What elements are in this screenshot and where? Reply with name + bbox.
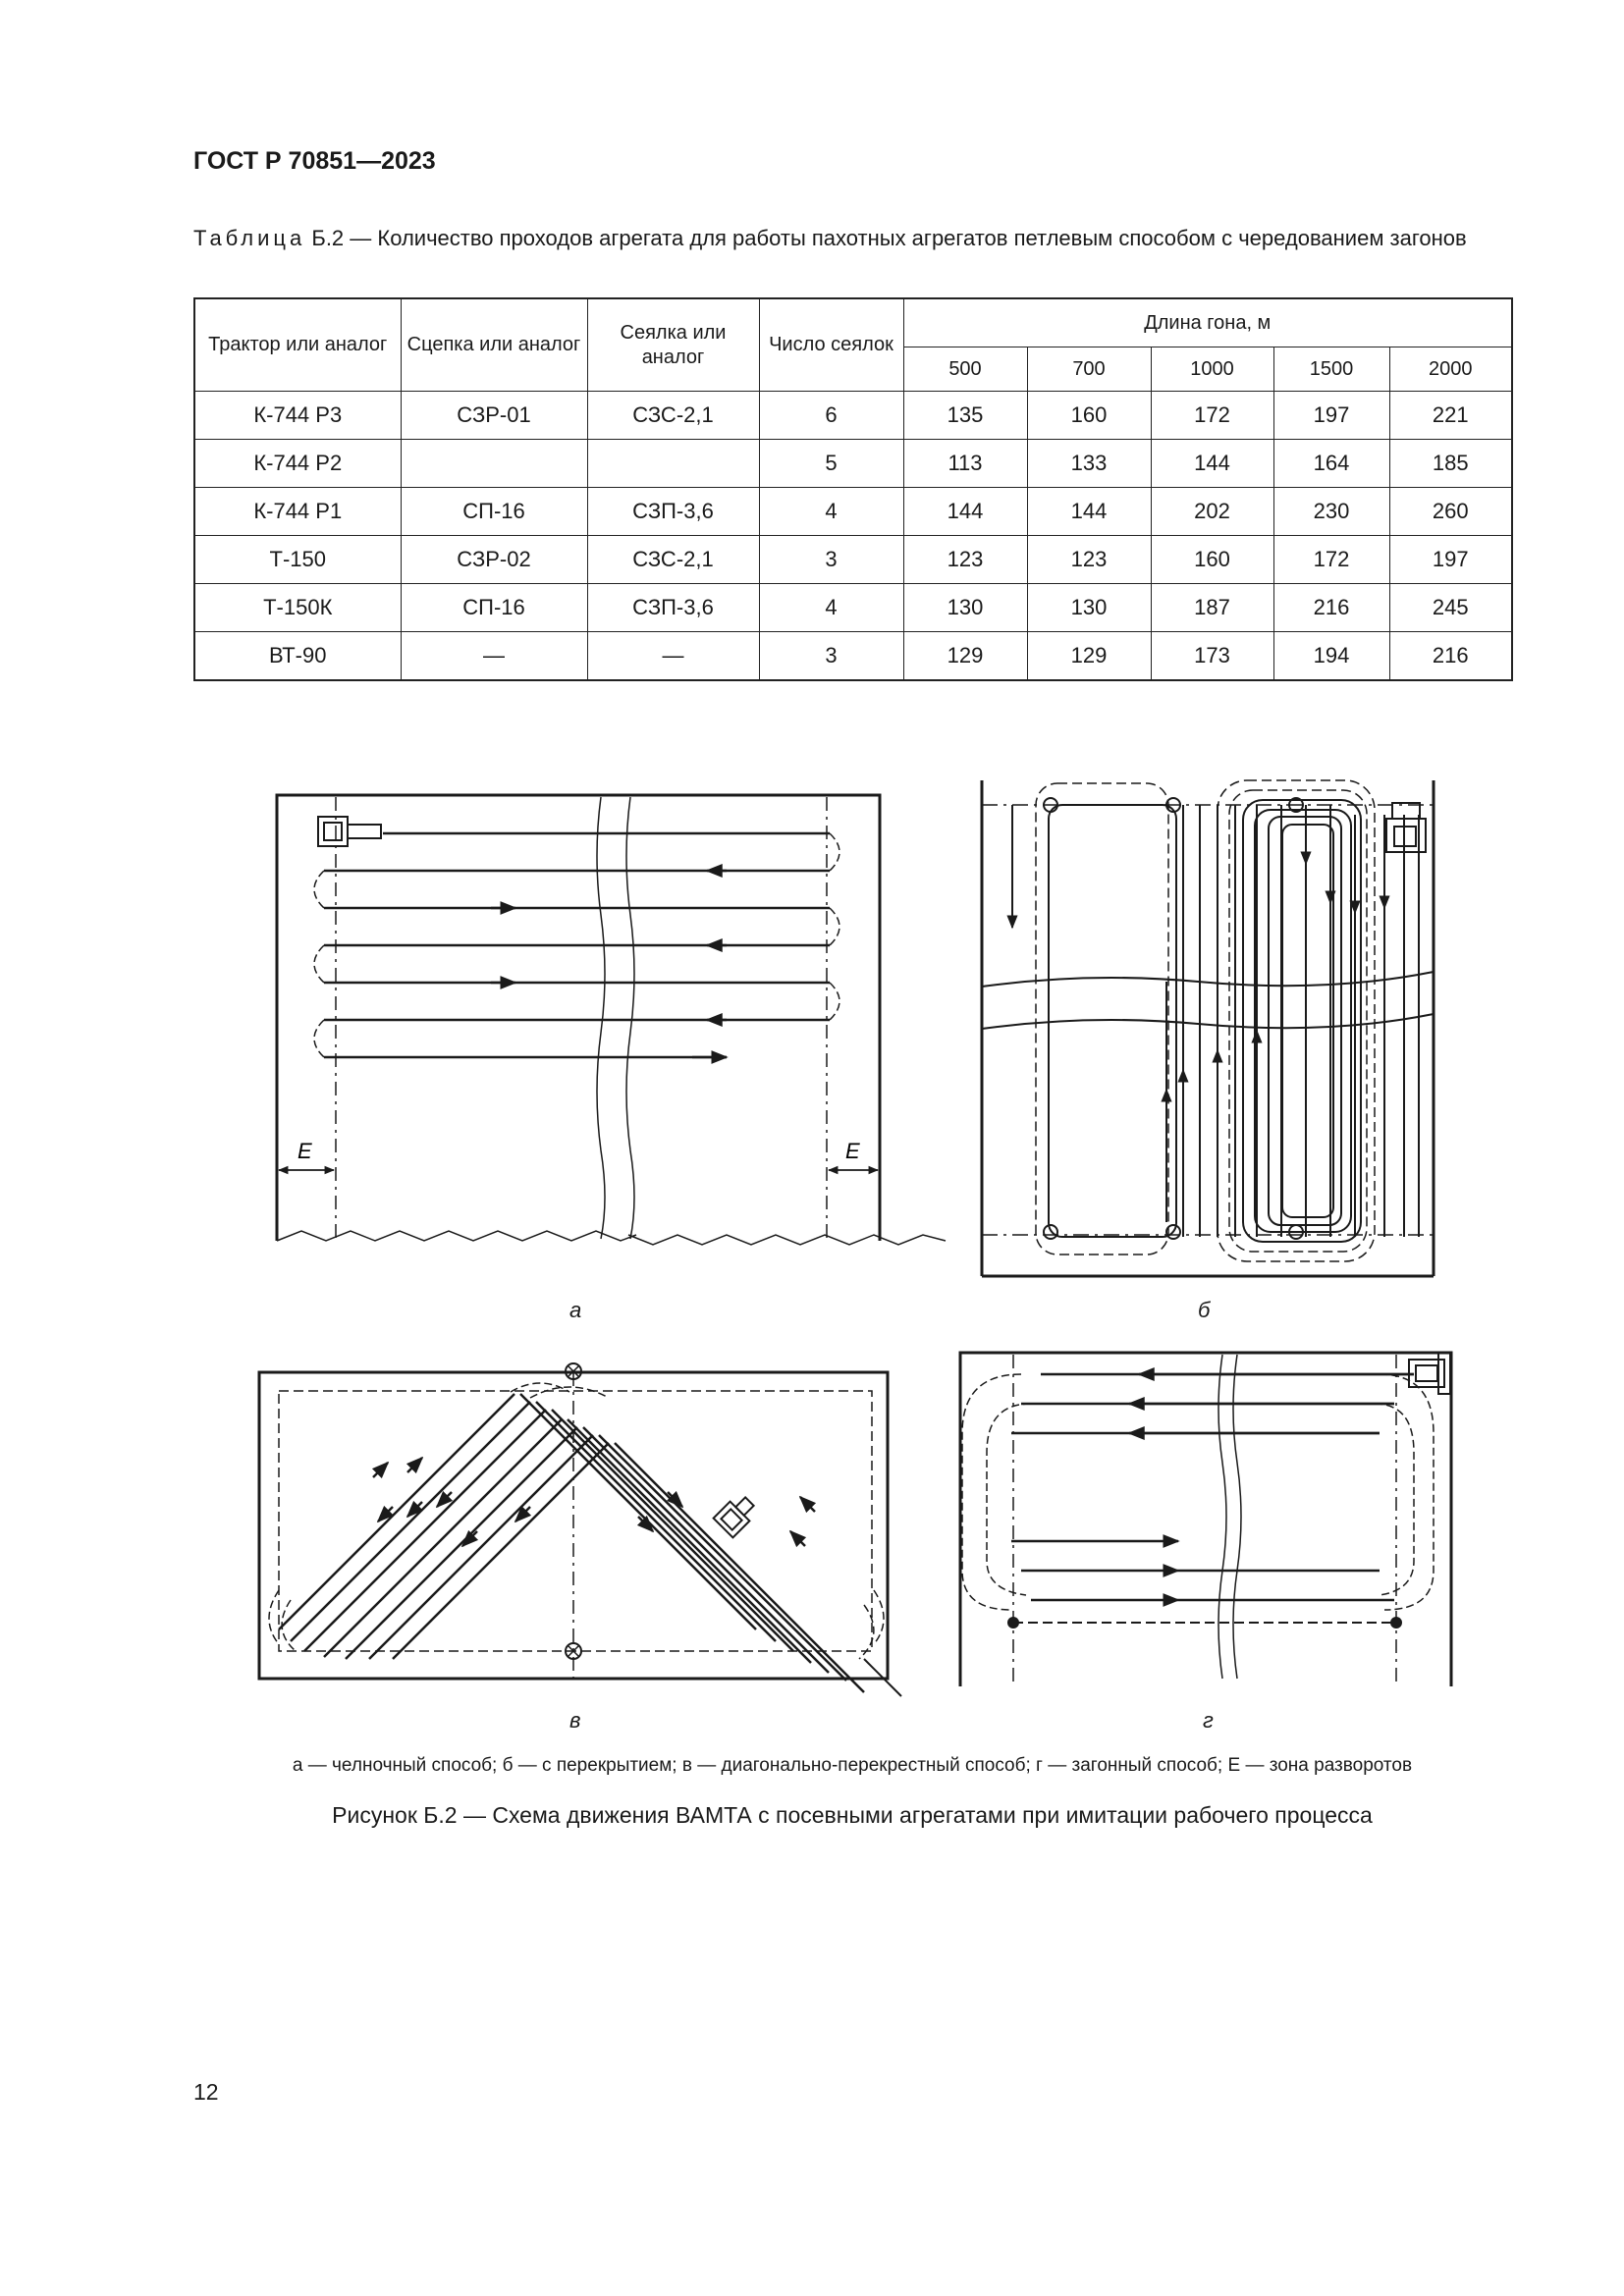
table-cell: 123 <box>1027 536 1151 584</box>
table-cell: СЗР-01 <box>401 392 587 440</box>
table-cell: 172 <box>1151 392 1273 440</box>
table-cell: СП-16 <box>401 584 587 632</box>
table-cell: 3 <box>759 632 903 681</box>
table-caption-text: Б.2 — Количество проходов агрегата для работы пахотных агрегатов петлевым способом с чередованием загонов <box>305 226 1467 250</box>
table-cell: 173 <box>1151 632 1273 681</box>
header-length-500: 500 <box>903 347 1027 392</box>
table-cell: ВТ-90 <box>194 632 401 681</box>
scheme-v-diagonal <box>259 1363 901 1696</box>
table-cell: К-744 Р1 <box>194 488 401 536</box>
table-cell: 129 <box>903 632 1027 681</box>
table-cell: К-744 Р3 <box>194 392 401 440</box>
table-cell: — <box>401 632 587 681</box>
table-cell: 216 <box>1389 632 1512 681</box>
table-cell: 133 <box>1027 440 1151 488</box>
scheme-a-shuttle <box>277 795 946 1245</box>
table-caption-prefix: Таблица <box>193 226 306 250</box>
table-cell: 197 <box>1389 536 1512 584</box>
table-cell: 172 <box>1273 536 1389 584</box>
table-cell: 197 <box>1273 392 1389 440</box>
table-cell: СЗП-3,6 <box>587 488 759 536</box>
table-cell: 221 <box>1389 392 1512 440</box>
table-cell: 130 <box>1027 584 1151 632</box>
table-cell: СЗП-3,6 <box>587 584 759 632</box>
table-cell: 194 <box>1273 632 1389 681</box>
table-cell: 4 <box>759 488 903 536</box>
page-number: 12 <box>193 2079 219 2105</box>
table-cell: 123 <box>903 536 1027 584</box>
header-length-1500: 1500 <box>1273 347 1389 392</box>
header-length-2000: 2000 <box>1389 347 1512 392</box>
table-cell: Т-150К <box>194 584 401 632</box>
table-cell: 5 <box>759 440 903 488</box>
document-header: ГОСТ Р 70851—2023 <box>193 147 436 175</box>
header-seeder: Сеялка или аналог <box>587 298 759 392</box>
label-b: б <box>1198 1298 1211 1322</box>
table-cell: 144 <box>1027 488 1151 536</box>
table-cell: 4 <box>759 584 903 632</box>
table-cell: СЗС-2,1 <box>587 392 759 440</box>
table-cell: СП-16 <box>401 488 587 536</box>
table-cell: 6 <box>759 392 903 440</box>
table-cell: 129 <box>1027 632 1151 681</box>
table-cell: 185 <box>1389 440 1512 488</box>
table-cell: 216 <box>1273 584 1389 632</box>
table-cell: 3 <box>759 536 903 584</box>
zone-label-right: E <box>845 1139 860 1163</box>
table-cell: 144 <box>903 488 1027 536</box>
header-length: Длина гона, м <box>903 298 1512 347</box>
header-coupling: Сцепка или аналог <box>401 298 587 392</box>
zone-label-left: E <box>298 1139 312 1163</box>
table-cell: 160 <box>1027 392 1151 440</box>
table-cell: 260 <box>1389 488 1512 536</box>
header-count: Число сеялок <box>759 298 903 392</box>
scheme-g-enclosure <box>960 1353 1451 1686</box>
table-cell: 113 <box>903 440 1027 488</box>
table-cell: К-744 Р2 <box>194 440 401 488</box>
header-length-700: 700 <box>1027 347 1151 392</box>
figure-title: Рисунок Б.2 — Схема движения ВАМТА с посевными агрегатами при имитации рабочего процесса <box>332 1802 1373 1828</box>
header-tractor: Трактор или аналог <box>194 298 401 392</box>
table-cell: 130 <box>903 584 1027 632</box>
table-cell: — <box>587 632 759 681</box>
scheme-b-overlap <box>982 780 1434 1276</box>
label-g: г <box>1203 1708 1214 1733</box>
table-cell: 187 <box>1151 584 1273 632</box>
table-cell: 160 <box>1151 536 1273 584</box>
header-length-1000: 1000 <box>1151 347 1273 392</box>
table-cell: СЗС-2,1 <box>587 536 759 584</box>
table-cell: 144 <box>1151 440 1273 488</box>
figure-legend: а — челночный способ; б — с перекрытием; в — диагонально-перекрестный способ; г — загонный способ; Е — зона разворотов <box>292 1755 1413 1776</box>
table-cell: 164 <box>1273 440 1389 488</box>
table-cell: 245 <box>1389 584 1512 632</box>
table-cell: СЗР-02 <box>401 536 587 584</box>
table-cell: 135 <box>903 392 1027 440</box>
label-v: в <box>569 1708 581 1733</box>
table-cell: 202 <box>1151 488 1273 536</box>
table-cell: 230 <box>1273 488 1389 536</box>
table-cell: Т-150 <box>194 536 401 584</box>
label-a: а <box>569 1298 582 1322</box>
